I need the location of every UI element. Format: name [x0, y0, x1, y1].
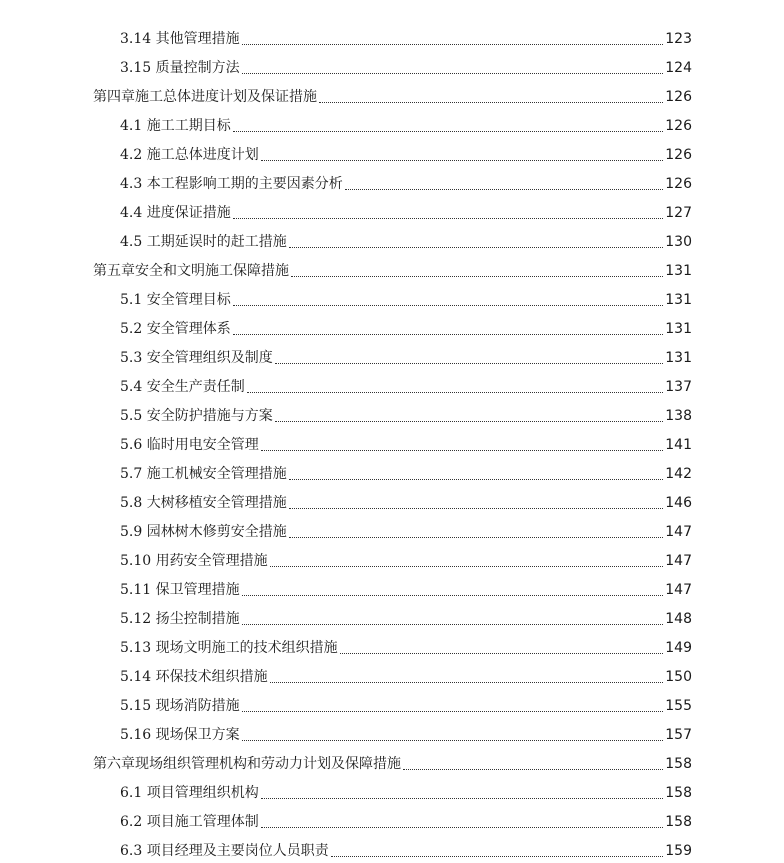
toc-dot-leader: [319, 101, 663, 103]
toc-dot-leader: [261, 826, 664, 828]
toc-entry-page-number: 131: [665, 292, 692, 308]
toc-entry-page-number: 126: [665, 89, 692, 105]
toc-entry-title: 5.16 现场保卫方案: [120, 727, 240, 743]
toc-dot-leader: [291, 275, 663, 277]
toc-entry-title: 5.7 施工机械安全管理措施: [120, 466, 287, 482]
toc-entry-page-number: 158: [665, 814, 692, 830]
toc-section-entry[interactable]: [0, 108, 784, 137]
toc-dot-leader: [261, 449, 664, 451]
toc-section-entry[interactable]: [0, 659, 784, 688]
toc-section-entry[interactable]: [0, 166, 784, 195]
toc-section-entry[interactable]: [0, 398, 784, 427]
toc-section-entry[interactable]: [0, 369, 784, 398]
toc-entry-page-number: 124: [665, 60, 692, 76]
toc-entry-page-number: 138: [665, 408, 692, 424]
toc-entry-page-number: 147: [665, 582, 692, 598]
toc-dot-leader: [289, 507, 664, 509]
toc-section-entry[interactable]: [0, 543, 784, 572]
toc-section-entry[interactable]: [0, 427, 784, 456]
toc-dot-leader: [242, 739, 664, 741]
toc-entry-title: 5.2 安全管理体系: [120, 321, 231, 337]
toc-dot-leader: [242, 72, 664, 74]
toc-entry-title: 5.12 扬尘控制措施: [120, 611, 240, 627]
toc-entry-title: 5.13 现场文明施工的技术组织措施: [120, 640, 338, 656]
toc-chapter-entry[interactable]: [0, 253, 784, 282]
toc-entry-title: 3.14 其他管理措施: [120, 31, 240, 47]
toc-entry-title: 4.5 工期延误时的赶工措施: [120, 234, 287, 250]
toc-entry-page-number: 126: [665, 176, 692, 192]
toc-entry-page-number: 155: [665, 698, 692, 714]
toc-entry-page-number: 159: [665, 843, 692, 859]
toc-entry-title: 5.8 大树移植安全管理措施: [120, 495, 287, 511]
toc-section-entry[interactable]: [0, 688, 784, 717]
toc-dot-leader: [242, 710, 664, 712]
toc-section-entry[interactable]: [0, 485, 784, 514]
toc-entry-page-number: 150: [665, 669, 692, 685]
toc-entry-title: 5.3 安全管理组织及制度: [120, 350, 273, 366]
toc-dot-leader: [270, 565, 664, 567]
toc-entry-title: 5.11 保卫管理措施: [120, 582, 240, 598]
toc-dot-leader: [242, 594, 664, 596]
toc-section-entry[interactable]: [0, 137, 784, 166]
toc-section-entry[interactable]: [0, 340, 784, 369]
toc-entry-page-number: 149: [665, 640, 692, 656]
toc-entry-title: 5.14 环保技术组织措施: [120, 669, 268, 685]
toc-entry-page-number: 137: [665, 379, 692, 395]
toc-section-entry[interactable]: [0, 282, 784, 311]
toc-dot-leader: [289, 536, 664, 538]
toc-entry-page-number: 123: [665, 31, 692, 47]
toc-section-entry[interactable]: [0, 804, 784, 833]
toc-dot-leader: [233, 130, 664, 132]
toc-entry-page-number: 148: [665, 611, 692, 627]
toc-dot-leader: [233, 333, 664, 335]
toc-entry-page-number: 147: [665, 553, 692, 569]
toc-entry-page-number: 141: [665, 437, 692, 453]
toc-entry-title: 4.1 施工工期目标: [120, 118, 231, 134]
toc-dot-leader: [275, 362, 664, 364]
toc-dot-leader: [289, 246, 664, 248]
toc-dot-leader: [403, 768, 663, 770]
toc-entry-title: 第五章安全和文明施工保障措施: [93, 263, 289, 279]
toc-dot-leader: [289, 478, 664, 480]
toc-entry-page-number: 126: [665, 118, 692, 134]
toc-entry-title: 6.3 项目经理及主要岗位人员职责: [120, 843, 329, 859]
toc-entry-page-number: 146: [665, 495, 692, 511]
toc-entry-title: 第四章施工总体进度计划及保证措施: [93, 89, 317, 105]
toc-entry-title: 4.3 本工程影响工期的主要因素分析: [120, 176, 343, 192]
toc-section-entry[interactable]: [0, 224, 784, 253]
toc-section-entry[interactable]: [0, 50, 784, 79]
toc-entry-title: 5.9 园林树木修剪安全措施: [120, 524, 287, 540]
toc-entry-page-number: 131: [665, 350, 692, 366]
toc-chapter-entry[interactable]: [0, 79, 784, 108]
toc-dot-leader: [233, 217, 664, 219]
toc-chapter-entry[interactable]: [0, 746, 784, 775]
toc-entry-page-number: 157: [665, 727, 692, 743]
toc-entry-title: 3.15 质量控制方法: [120, 60, 240, 76]
toc-entry-title: 4.4 进度保证措施: [120, 205, 231, 221]
table-of-contents: [0, 21, 784, 862]
toc-section-entry[interactable]: [0, 717, 784, 746]
toc-entry-page-number: 142: [665, 466, 692, 482]
toc-dot-leader: [261, 797, 664, 799]
toc-section-entry[interactable]: [0, 601, 784, 630]
toc-entry-page-number: 130: [665, 234, 692, 250]
toc-section-entry[interactable]: [0, 514, 784, 543]
toc-section-entry[interactable]: [0, 195, 784, 224]
toc-entry-title: 6.1 项目管理组织机构: [120, 785, 259, 801]
toc-dot-leader: [345, 188, 664, 190]
toc-dot-leader: [270, 681, 664, 683]
toc-dot-leader: [261, 159, 664, 161]
toc-dot-leader: [242, 623, 664, 625]
toc-section-entry[interactable]: [0, 311, 784, 340]
toc-entry-title: 4.2 施工总体进度计划: [120, 147, 259, 163]
toc-section-entry[interactable]: [0, 833, 784, 862]
toc-dot-leader: [247, 391, 664, 393]
toc-section-entry[interactable]: [0, 775, 784, 804]
toc-dot-leader: [233, 304, 664, 306]
toc-entry-page-number: 147: [665, 524, 692, 540]
toc-entry-page-number: 127: [665, 205, 692, 221]
toc-entry-page-number: 131: [665, 263, 692, 279]
toc-entry-page-number: 158: [665, 785, 692, 801]
toc-entry-title: 第六章现场组织管理机构和劳动力计划及保障措施: [93, 756, 401, 772]
toc-entry-title: 5.6 临时用电安全管理: [120, 437, 259, 453]
toc-section-entry[interactable]: [0, 572, 784, 601]
toc-entry-page-number: 158: [665, 756, 692, 772]
toc-entry-title: 5.15 现场消防措施: [120, 698, 240, 714]
toc-entry-title: 5.10 用药安全管理措施: [120, 553, 268, 569]
toc-dot-leader: [242, 43, 664, 45]
toc-dot-leader: [331, 855, 664, 857]
toc-entry-title: 5.5 安全防护措施与方案: [120, 408, 273, 424]
toc-section-entry[interactable]: [0, 456, 784, 485]
toc-entry-page-number: 126: [665, 147, 692, 163]
toc-dot-leader: [340, 652, 664, 654]
toc-entry-title: 6.2 项目施工管理体制: [120, 814, 259, 830]
toc-entry-page-number: 131: [665, 321, 692, 337]
toc-entry-title: 5.4 安全生产责任制: [120, 379, 245, 395]
toc-entry-title: 5.1 安全管理目标: [120, 292, 231, 308]
toc-section-entry[interactable]: [0, 630, 784, 659]
toc-dot-leader: [275, 420, 664, 422]
toc-section-entry[interactable]: [0, 21, 784, 50]
